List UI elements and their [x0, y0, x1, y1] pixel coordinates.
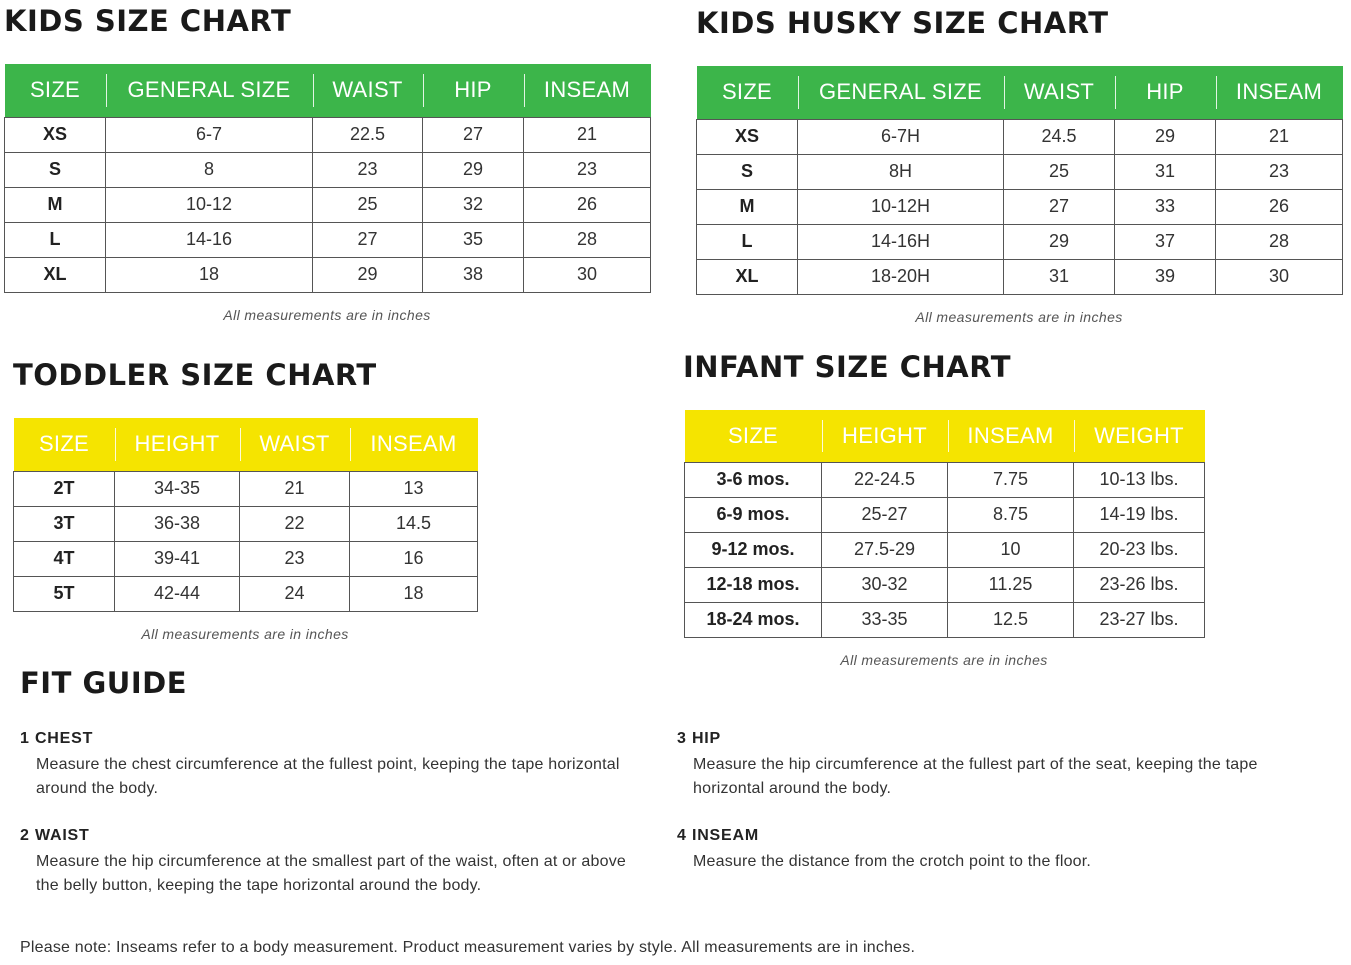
- table-cell: 32: [423, 187, 524, 222]
- table-cell: 23: [524, 152, 651, 187]
- table-cell: 6-7: [106, 117, 313, 152]
- table-cell: 24: [240, 576, 350, 611]
- size-cell: M: [697, 189, 798, 224]
- table-cell: 23-27 lbs.: [1074, 602, 1205, 637]
- infant-measurement-note: All measurements are in inches: [840, 652, 1048, 668]
- table-cell: 27: [313, 222, 423, 257]
- size-cell: 3-6 mos.: [685, 462, 822, 497]
- fit-guide-inseam: [677, 827, 1317, 874]
- table-cell: 21: [240, 471, 350, 506]
- table-row: [5, 257, 651, 292]
- size-cell: 6-9 mos.: [685, 497, 822, 532]
- fit-guide-chest: [20, 730, 620, 801]
- table-row: [697, 224, 1343, 259]
- size-cell: XS: [697, 119, 798, 154]
- table-cell: 33-35: [822, 602, 948, 637]
- table-cell: 30-32: [822, 567, 948, 602]
- table-cell: 18-20H: [798, 259, 1004, 294]
- table-row: [5, 152, 651, 187]
- fit-guide-title: FIT GUIDE: [20, 666, 188, 700]
- fit-guide-hip: [677, 730, 1317, 801]
- table-cell: 24.5: [1004, 119, 1115, 154]
- table-cell: 30: [1216, 259, 1343, 294]
- table-row: [697, 119, 1343, 154]
- table-cell: 39: [1115, 259, 1216, 294]
- table-row: [697, 154, 1343, 189]
- size-cell: 9-12 mos.: [685, 532, 822, 567]
- table-cell: 22.5: [313, 117, 423, 152]
- table-row: [697, 189, 1343, 224]
- column-header: GENERAL SIZE: [106, 64, 313, 117]
- table-cell: 37: [1115, 224, 1216, 259]
- table-cell: 13: [350, 471, 478, 506]
- column-header: HEIGHT: [822, 410, 948, 462]
- table-cell: 11.25: [948, 567, 1074, 602]
- table-cell: 28: [524, 222, 651, 257]
- size-cell: L: [5, 222, 106, 257]
- table-row: [697, 259, 1343, 294]
- size-cell: XS: [5, 117, 106, 152]
- table-cell: 28: [1216, 224, 1343, 259]
- table-row: [14, 506, 478, 541]
- size-cell: M: [5, 187, 106, 222]
- kids-measurement-note: All measurements are in inches: [223, 307, 431, 323]
- table-cell: 29: [1115, 119, 1216, 154]
- fit-guide-chest-text: Measure the chest circumference at the fullest point, keeping the tape horizontal around the body.: [36, 756, 620, 797]
- table-cell: 29: [1004, 224, 1115, 259]
- table-cell: 25-27: [822, 497, 948, 532]
- table-header-row: [697, 66, 1343, 119]
- table-cell: 22-24.5: [822, 462, 948, 497]
- fit-guide-hip-heading: 3 HIP: [677, 730, 722, 747]
- table-cell: 23: [240, 541, 350, 576]
- column-header: SIZE: [697, 66, 798, 119]
- table-cell: 23: [313, 152, 423, 187]
- table-header-row: [5, 64, 651, 117]
- table-header-row: [14, 418, 478, 471]
- table-row: [14, 576, 478, 611]
- table-cell: 35: [423, 222, 524, 257]
- column-header: SIZE: [685, 410, 822, 462]
- table-cell: 23-26 lbs.: [1074, 567, 1205, 602]
- fit-guide-inseam-heading: 4 INSEAM: [677, 827, 759, 844]
- column-header: WAIST: [1004, 66, 1115, 119]
- column-header: INSEAM: [948, 410, 1074, 462]
- fit-guide-chest-heading: 1 CHEST: [20, 730, 94, 747]
- table-row: [14, 541, 478, 576]
- table-cell: 10: [948, 532, 1074, 567]
- table-row: [685, 497, 1205, 532]
- infant-size-chart-title: INFANT SIZE CHART: [683, 350, 1012, 384]
- column-header: INSEAM: [350, 418, 478, 471]
- fit-guide-waist-heading: 2 WAIST: [20, 827, 90, 844]
- column-header: INSEAM: [1216, 66, 1343, 119]
- size-cell: S: [5, 152, 106, 187]
- table-row: [685, 532, 1205, 567]
- table-cell: 21: [524, 117, 651, 152]
- table-cell: 26: [1216, 189, 1343, 224]
- size-cell: 12-18 mos.: [685, 567, 822, 602]
- table-cell: 21: [1216, 119, 1343, 154]
- fit-guide-waist-text: Measure the hip circumference at the smallest part of the waist, often at or above the belly button, keeping the tape horizontal around the body.: [36, 853, 627, 894]
- column-header: WAIST: [313, 64, 423, 117]
- table-cell: 10-12: [106, 187, 313, 222]
- column-header: WEIGHT: [1074, 410, 1205, 462]
- column-header: WAIST: [240, 418, 350, 471]
- table-cell: 25: [1004, 154, 1115, 189]
- toddler-size-table: [13, 418, 478, 612]
- table-row: [685, 602, 1205, 637]
- table-row: [685, 567, 1205, 602]
- table-cell: 20-23 lbs.: [1074, 532, 1205, 567]
- column-header: GENERAL SIZE: [798, 66, 1004, 119]
- fit-guide-inseam-text: Measure the distance from the crotch point to the floor.: [693, 853, 1092, 870]
- infant-size-table: [684, 410, 1205, 638]
- table-cell: 14-16H: [798, 224, 1004, 259]
- table-row: [14, 471, 478, 506]
- table-cell: 36-38: [115, 506, 240, 541]
- table-cell: 23: [1216, 154, 1343, 189]
- column-header: SIZE: [5, 64, 106, 117]
- table-cell: 16: [350, 541, 478, 576]
- table-cell: 7.75: [948, 462, 1074, 497]
- table-cell: 30: [524, 257, 651, 292]
- table-row: [5, 222, 651, 257]
- column-header: INSEAM: [524, 64, 651, 117]
- kids-size-table: [4, 64, 651, 293]
- table-cell: 25: [313, 187, 423, 222]
- table-cell: 14-16: [106, 222, 313, 257]
- table-cell: 33: [1115, 189, 1216, 224]
- kids-husky-size-table: [696, 66, 1343, 295]
- table-cell: 26: [524, 187, 651, 222]
- toddler-size-chart-title: TODDLER SIZE CHART: [13, 358, 377, 392]
- column-header: HIP: [1115, 66, 1216, 119]
- size-cell: XL: [5, 257, 106, 292]
- column-header: HEIGHT: [115, 418, 240, 471]
- table-cell: 6-7H: [798, 119, 1004, 154]
- table-cell: 27.5-29: [822, 532, 948, 567]
- table-cell: 8H: [798, 154, 1004, 189]
- table-cell: 42-44: [115, 576, 240, 611]
- size-cell: 4T: [14, 541, 115, 576]
- table-cell: 39-41: [115, 541, 240, 576]
- size-cell: S: [697, 154, 798, 189]
- table-cell: 27: [1004, 189, 1115, 224]
- table-cell: 14-19 lbs.: [1074, 497, 1205, 532]
- table-cell: 27: [423, 117, 524, 152]
- table-cell: 31: [1004, 259, 1115, 294]
- size-cell: 2T: [14, 471, 115, 506]
- size-cell: 18-24 mos.: [685, 602, 822, 637]
- table-cell: 18: [106, 257, 313, 292]
- table-row: [5, 187, 651, 222]
- toddler-measurement-note: All measurements are in inches: [141, 626, 349, 642]
- footer-note: Please note: Inseams refer to a body measurement. Product measurement varies by style. All measurements are in inches.: [20, 939, 916, 956]
- size-cell: L: [697, 224, 798, 259]
- kids-husky-measurement-note: All measurements are in inches: [915, 309, 1123, 325]
- table-cell: 8: [106, 152, 313, 187]
- table-cell: 8.75: [948, 497, 1074, 532]
- table-cell: 34-35: [115, 471, 240, 506]
- fit-guide-hip-text: Measure the hip circumference at the fullest part of the seat, keeping the tape horizontal around the body.: [693, 756, 1258, 797]
- kids-husky-size-chart-title: KIDS HUSKY SIZE CHART: [696, 6, 1109, 40]
- table-cell: 12.5: [948, 602, 1074, 637]
- table-header-row: [685, 410, 1205, 462]
- size-cell: XL: [697, 259, 798, 294]
- column-header: SIZE: [14, 418, 115, 471]
- column-header: HIP: [423, 64, 524, 117]
- table-cell: 10-12H: [798, 189, 1004, 224]
- table-cell: 18: [350, 576, 478, 611]
- table-cell: 38: [423, 257, 524, 292]
- table-cell: 14.5: [350, 506, 478, 541]
- table-row: [685, 462, 1205, 497]
- size-cell: 3T: [14, 506, 115, 541]
- table-cell: 29: [423, 152, 524, 187]
- table-cell: 29: [313, 257, 423, 292]
- table-row: [5, 117, 651, 152]
- size-cell: 5T: [14, 576, 115, 611]
- fit-guide-waist: [20, 827, 640, 898]
- table-cell: 22: [240, 506, 350, 541]
- table-cell: 10-13 lbs.: [1074, 462, 1205, 497]
- kids-size-chart-title: KIDS SIZE CHART: [4, 4, 292, 38]
- table-cell: 31: [1115, 154, 1216, 189]
